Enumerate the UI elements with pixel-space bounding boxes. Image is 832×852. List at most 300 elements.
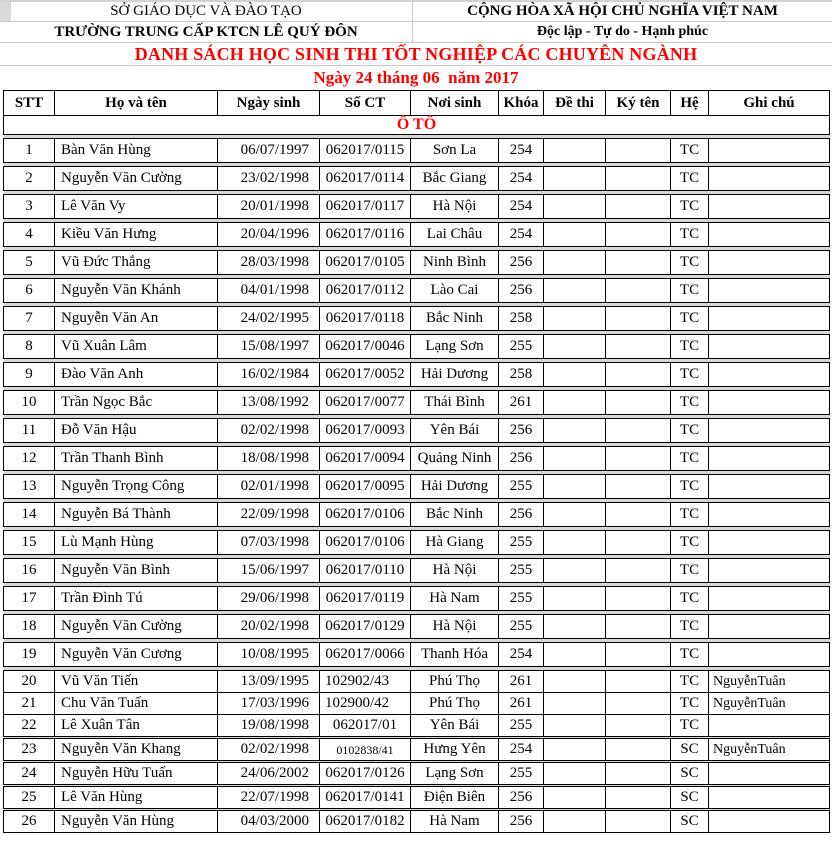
cell-place: Hà Nội (411, 195, 499, 219)
cell-stt: 13 (4, 475, 55, 499)
cell-he: TC (671, 335, 709, 359)
cell-stt: 26 (4, 811, 55, 833)
cell-name: Trần Đình Tú (55, 587, 218, 611)
cell-stt: 5 (4, 251, 55, 275)
cell-place: Hải Dương (411, 475, 499, 499)
table-row (4, 363, 830, 387)
cell-dob: 02/02/1998 (218, 419, 320, 443)
cell-dob: 02/02/1998 (218, 739, 320, 761)
cell-khoa: 255 (499, 615, 544, 639)
cell-ky-ten (606, 587, 671, 611)
cell-ky-ten (606, 787, 671, 809)
column-header-he: Hệ (671, 91, 709, 116)
cell-dob: 10/08/1995 (218, 643, 320, 667)
cell-stt: 6 (4, 279, 55, 303)
section-header: Ô TÔ (4, 116, 830, 135)
cell-ky-ten (606, 715, 671, 737)
cell-khoa: 256 (499, 811, 544, 833)
cell-de-thi (544, 279, 606, 303)
cell-ky-ten (606, 167, 671, 191)
cell-ct: 062017/0129 (320, 615, 411, 639)
cell-stt: 18 (4, 615, 55, 639)
cell-ct: 062017/0095 (320, 475, 411, 499)
cell-ky-ten (606, 693, 671, 715)
cell-note: NguyễnTuân (709, 693, 830, 715)
cell-he: SC (671, 763, 709, 785)
cell-note: NguyễnTuân (709, 671, 830, 693)
cell-ct: 062017/0110 (320, 559, 411, 583)
cell-name: Đỗ Văn Hậu (55, 419, 218, 443)
cell-khoa: 256 (499, 419, 544, 443)
cell-stt: 19 (4, 643, 55, 667)
table-row (4, 643, 830, 667)
cell-ky-ten (606, 279, 671, 303)
cell-name: Lù Mạnh Hùng (55, 531, 218, 555)
cell-name: Lê Văn Hùng (55, 787, 218, 809)
cell-place: Hà Nam (411, 587, 499, 611)
cell-stt: 20 (4, 671, 55, 693)
cell-khoa: 256 (499, 279, 544, 303)
cell-khoa: 255 (499, 531, 544, 555)
cell-de-thi (544, 251, 606, 275)
column-header-ct: Số CT (320, 91, 411, 116)
cell-name: Nguyễn Bá Thành (55, 503, 218, 527)
cell-note (709, 503, 830, 527)
cell-ct: 062017/0119 (320, 587, 411, 611)
cell-name: Nguyễn Văn Cường (55, 615, 218, 639)
cell-place: Hà Nội (411, 559, 499, 583)
cell-place: Lạng Sơn (411, 763, 499, 785)
cell-name: Kiều Văn Hưng (55, 223, 218, 247)
table-row (4, 419, 830, 443)
cell-khoa: 254 (499, 167, 544, 191)
cell-de-thi (544, 447, 606, 471)
table-body (4, 116, 830, 833)
cell-ct: 062017/0093 (320, 419, 411, 443)
cell-he: TC (671, 195, 709, 219)
cell-place: Điện Biên (411, 787, 499, 809)
cell-place: Lai Châu (411, 223, 499, 247)
table-row (4, 335, 830, 359)
table-row (4, 251, 830, 275)
table-header (4, 91, 830, 116)
cell-ky-ten (606, 531, 671, 555)
table-row (4, 559, 830, 583)
cell-ct: 062017/0117 (320, 195, 411, 219)
cell-stt: 15 (4, 531, 55, 555)
cell-khoa: 258 (499, 307, 544, 331)
cell-ky-ten (606, 419, 671, 443)
cell-place: Yên Bái (411, 419, 499, 443)
cell-ky-ten (606, 503, 671, 527)
cell-stt: 11 (4, 419, 55, 443)
table-row (4, 715, 830, 737)
document-date: Ngày 24 tháng 06 năm 2017 (313, 68, 519, 87)
cell-ky-ten (606, 307, 671, 331)
cell-ky-ten (606, 363, 671, 387)
cell-de-thi (544, 335, 606, 359)
cell-ky-ten (606, 763, 671, 785)
cell-khoa: 254 (499, 643, 544, 667)
document-title: DANH SÁCH HỌC SINH THI TỐT NGHIỆP CÁC CHUYÊN NGÀNH (0, 43, 832, 66)
cell-dob: 28/03/1998 (218, 251, 320, 275)
table-row (4, 279, 830, 303)
cell-he: TC (671, 693, 709, 715)
cell-dob: 15/06/1997 (218, 559, 320, 583)
cell-stt: 17 (4, 587, 55, 611)
cell-note (709, 475, 830, 499)
cell-ct: 062017/0126 (320, 763, 411, 785)
cell-khoa: 255 (499, 475, 544, 499)
cell-ky-ten (606, 559, 671, 583)
cell-name: Vũ Xuân Lâm (55, 335, 218, 359)
cell-place: Hà Giang (411, 531, 499, 555)
cell-place: Phú Thọ (411, 671, 499, 693)
cell-dob: 23/02/1998 (218, 167, 320, 191)
cell-de-thi (544, 559, 606, 583)
cell-de-thi (544, 811, 606, 833)
table-row (4, 615, 830, 639)
cell-name: Nguyễn Văn Khánh (55, 279, 218, 303)
cell-de-thi (544, 715, 606, 737)
cell-he: SC (671, 739, 709, 761)
cell-name: Lê Xuân Tân (55, 715, 218, 737)
cell-he: TC (671, 559, 709, 583)
national-motto-line2: Độc lập - Tự do - Hạnh phúc (413, 22, 832, 43)
cell-name: Nguyễn Văn Cường (55, 167, 218, 191)
cell-place: Yên Bái (411, 715, 499, 737)
cell-khoa: 255 (499, 763, 544, 785)
cell-place: Hải Dương (411, 363, 499, 387)
cell-stt: 14 (4, 503, 55, 527)
cell-note (709, 615, 830, 639)
table-row (4, 763, 830, 785)
cell-dob: 24/06/2002 (218, 763, 320, 785)
cell-ct: 062017/0115 (320, 139, 411, 163)
cell-stt: 1 (4, 139, 55, 163)
column-header-stt: STT (4, 91, 55, 116)
cell-he: TC (671, 503, 709, 527)
cell-khoa: 256 (499, 503, 544, 527)
cell-ky-ten (606, 739, 671, 761)
cell-ct: 062017/0106 (320, 531, 411, 555)
cell-he: TC (671, 307, 709, 331)
table-row (4, 223, 830, 247)
cell-dob: 16/02/1984 (218, 363, 320, 387)
school-name: TRƯỜNG TRUNG CẤP KTCN LÊ QUÝ ĐÔN (0, 22, 413, 43)
cell-de-thi (544, 763, 606, 785)
cell-he: TC (671, 391, 709, 415)
cell-de-thi (544, 787, 606, 809)
cell-name: Nguyễn Văn Bình (55, 559, 218, 583)
cell-he: TC (671, 531, 709, 555)
column-header-ky-ten: Ký tên (606, 91, 671, 116)
table-header-row (4, 91, 830, 116)
cell-stt: 16 (4, 559, 55, 583)
cell-stt: 8 (4, 335, 55, 359)
cell-dob: 02/01/1998 (218, 475, 320, 499)
cell-note (709, 335, 830, 359)
cell-place: Bắc Ninh (411, 503, 499, 527)
cell-note (709, 167, 830, 191)
cell-note (709, 715, 830, 737)
cell-dob: 22/07/1998 (218, 787, 320, 809)
table-row (4, 167, 830, 191)
cell-ct: 062017/0066 (320, 643, 411, 667)
cell-khoa: 258 (499, 363, 544, 387)
cell-dob: 19/08/1998 (218, 715, 320, 737)
cell-name: Trần Thanh Bình (55, 447, 218, 471)
cell-note (709, 531, 830, 555)
cell-place: Hà Nam (411, 811, 499, 833)
cell-ky-ten (606, 671, 671, 693)
cell-khoa: 254 (499, 195, 544, 219)
cell-note (709, 419, 830, 443)
cell-note (709, 811, 830, 833)
cell-note (709, 195, 830, 219)
cell-ky-ten (606, 251, 671, 275)
cell-ky-ten (606, 475, 671, 499)
cell-dob: 13/09/1995 (218, 671, 320, 693)
cell-place: Thanh Hóa (411, 643, 499, 667)
cell-place: Sơn La (411, 139, 499, 163)
cell-de-thi (544, 419, 606, 443)
cell-he: TC (671, 251, 709, 275)
cell-name: Nguyễn Hữu Tuấn (55, 763, 218, 785)
cell-de-thi (544, 503, 606, 527)
cell-name: Chu Văn Tuấn (55, 693, 218, 715)
cell-note (709, 643, 830, 667)
table-row (4, 587, 830, 611)
cell-ct: 062017/0052 (320, 363, 411, 387)
cell-de-thi (544, 167, 606, 191)
table-row (4, 787, 830, 809)
cell-note (709, 279, 830, 303)
cell-name: Nguyễn Văn Hùng (55, 811, 218, 833)
cell-ky-ten (606, 195, 671, 219)
cell-note (709, 363, 830, 387)
table-row (4, 139, 830, 163)
cell-ct: 062017/0116 (320, 223, 411, 247)
cell-khoa: 254 (499, 223, 544, 247)
cell-he: TC (671, 447, 709, 471)
column-header-dob: Ngày sinh (218, 91, 320, 116)
cell-dob: 22/09/1998 (218, 503, 320, 527)
cell-note (709, 763, 830, 785)
cell-de-thi (544, 307, 606, 331)
cell-he: TC (671, 615, 709, 639)
cell-dob: 20/01/1998 (218, 195, 320, 219)
cell-ct: 062017/0105 (320, 251, 411, 275)
cell-name: Nguyễn Văn An (55, 307, 218, 331)
cell-stt: 2 (4, 167, 55, 191)
table-row (4, 391, 830, 415)
sheet-corner-block (0, 2, 11, 21)
table-row (4, 475, 830, 499)
cell-de-thi (544, 587, 606, 611)
cell-dob: 17/03/1996 (218, 693, 320, 715)
table-row (4, 503, 830, 527)
cell-khoa: 254 (499, 139, 544, 163)
table-row (4, 447, 830, 471)
issuing-authority: SỞ GIÁO DỤC VÀ ĐÀO TẠO (0, 2, 413, 22)
table-row (4, 671, 830, 693)
cell-dob: 20/04/1996 (218, 223, 320, 247)
cell-khoa: 256 (499, 447, 544, 471)
cell-ky-ten (606, 811, 671, 833)
table-row (4, 307, 830, 331)
cell-he: TC (671, 167, 709, 191)
cell-ky-ten (606, 223, 671, 247)
cell-note: NguyễnTuân (709, 739, 830, 761)
cell-name: Lê Văn Vy (55, 195, 218, 219)
cell-khoa: 261 (499, 671, 544, 693)
cell-dob: 24/02/1995 (218, 307, 320, 331)
cell-place: Hưng Yên (411, 739, 499, 761)
cell-khoa: 255 (499, 715, 544, 737)
cell-he: TC (671, 363, 709, 387)
section-row (4, 116, 830, 135)
cell-dob: 18/08/1998 (218, 447, 320, 471)
column-header-khoa: Khóa (499, 91, 544, 116)
table-row (4, 739, 830, 761)
cell-ky-ten (606, 643, 671, 667)
cell-name: Trần Ngọc Bắc (55, 391, 218, 415)
cell-de-thi (544, 615, 606, 639)
cell-de-thi (544, 475, 606, 499)
cell-note (709, 587, 830, 611)
cell-he: TC (671, 671, 709, 693)
cell-place: Phú Thọ (411, 693, 499, 715)
cell-de-thi (544, 195, 606, 219)
cell-note (709, 223, 830, 247)
cell-de-thi (544, 693, 606, 715)
cell-he: TC (671, 475, 709, 499)
cell-place: Bắc Ninh (411, 307, 499, 331)
cell-dob: 07/03/1998 (218, 531, 320, 555)
cell-he: TC (671, 223, 709, 247)
column-header-name: Họ và tên (55, 91, 218, 116)
cell-name: Bàn Văn Hùng (55, 139, 218, 163)
cell-stt: 22 (4, 715, 55, 737)
cell-stt: 4 (4, 223, 55, 247)
cell-ky-ten (606, 139, 671, 163)
table-row (4, 811, 830, 833)
cell-ct: 062017/0114 (320, 167, 411, 191)
cell-dob: 06/07/1997 (218, 139, 320, 163)
cell-dob: 15/08/1997 (218, 335, 320, 359)
cell-note (709, 139, 830, 163)
column-header-note: Ghi chú (709, 91, 830, 116)
cell-he: TC (671, 715, 709, 737)
cell-place: Quảng Ninh (411, 447, 499, 471)
cell-ct: 062017/0182 (320, 811, 411, 833)
cell-de-thi (544, 531, 606, 555)
table-row (4, 531, 830, 555)
cell-stt: 23 (4, 739, 55, 761)
cell-name: Vũ Văn Tiến (55, 671, 218, 693)
cell-note (709, 251, 830, 275)
cell-dob: 04/03/2000 (218, 811, 320, 833)
cell-note (709, 391, 830, 415)
cell-khoa: 255 (499, 559, 544, 583)
cell-khoa: 255 (499, 335, 544, 359)
cell-place: Bắc Giang (411, 167, 499, 191)
cell-note (709, 559, 830, 583)
column-header-place: Nơi sinh (411, 91, 499, 116)
cell-ky-ten (606, 615, 671, 639)
cell-ct: 062017/01 (320, 715, 411, 737)
cell-de-thi (544, 223, 606, 247)
cell-ky-ten (606, 335, 671, 359)
cell-he: TC (671, 419, 709, 443)
cell-dob: 20/02/1998 (218, 615, 320, 639)
cell-ct: 062017/0046 (320, 335, 411, 359)
cell-ky-ten (606, 391, 671, 415)
cell-de-thi (544, 739, 606, 761)
cell-dob: 29/06/1998 (218, 587, 320, 611)
cell-stt: 9 (4, 363, 55, 387)
cell-stt: 21 (4, 693, 55, 715)
cell-khoa: 256 (499, 787, 544, 809)
cell-khoa: 255 (499, 587, 544, 611)
cell-stt: 10 (4, 391, 55, 415)
cell-he: TC (671, 643, 709, 667)
student-table (3, 90, 830, 833)
national-motto-line1: CỘNG HÒA XÃ HỘI CHỦ NGHĨA VIỆT NAM (413, 2, 832, 22)
cell-place: Ninh Bình (411, 251, 499, 275)
cell-khoa: 261 (499, 693, 544, 715)
cell-name: Vũ Đức Thắng (55, 251, 218, 275)
cell-ct: 102900/42 (320, 693, 411, 715)
cell-name: Nguyễn Văn Cương (55, 643, 218, 667)
cell-khoa: 254 (499, 739, 544, 761)
cell-ct: 062017/0077 (320, 391, 411, 415)
cell-khoa: 256 (499, 251, 544, 275)
cell-place: Lào Cai (411, 279, 499, 303)
cell-place: Hà Nội (411, 615, 499, 639)
cell-he: SC (671, 787, 709, 809)
cell-he: SC (671, 811, 709, 833)
cell-place: Thái Bình (411, 391, 499, 415)
cell-dob: 13/08/1992 (218, 391, 320, 415)
cell-stt: 12 (4, 447, 55, 471)
table-row (4, 195, 830, 219)
cell-stt: 7 (4, 307, 55, 331)
cell-place: Lạng Sơn (411, 335, 499, 359)
cell-name: Nguyễn Văn Khang (55, 739, 218, 761)
cell-ct: 062017/0118 (320, 307, 411, 331)
cell-he: TC (671, 587, 709, 611)
cell-ct: 102902/43 (320, 671, 411, 693)
cell-de-thi (544, 363, 606, 387)
cell-ky-ten (606, 447, 671, 471)
cell-ct: 062017/0094 (320, 447, 411, 471)
cell-name: Đào Văn Anh (55, 363, 218, 387)
table-row (4, 693, 830, 715)
cell-note (709, 787, 830, 809)
cell-name: Nguyễn Trọng Công (55, 475, 218, 499)
cell-khoa: 261 (499, 391, 544, 415)
cell-note (709, 447, 830, 471)
letterhead (0, 2, 832, 43)
cell-note (709, 307, 830, 331)
cell-stt: 24 (4, 763, 55, 785)
cell-de-thi (544, 139, 606, 163)
cell-stt: 3 (4, 195, 55, 219)
cell-stt: 25 (4, 787, 55, 809)
cell-dob: 04/01/1998 (218, 279, 320, 303)
